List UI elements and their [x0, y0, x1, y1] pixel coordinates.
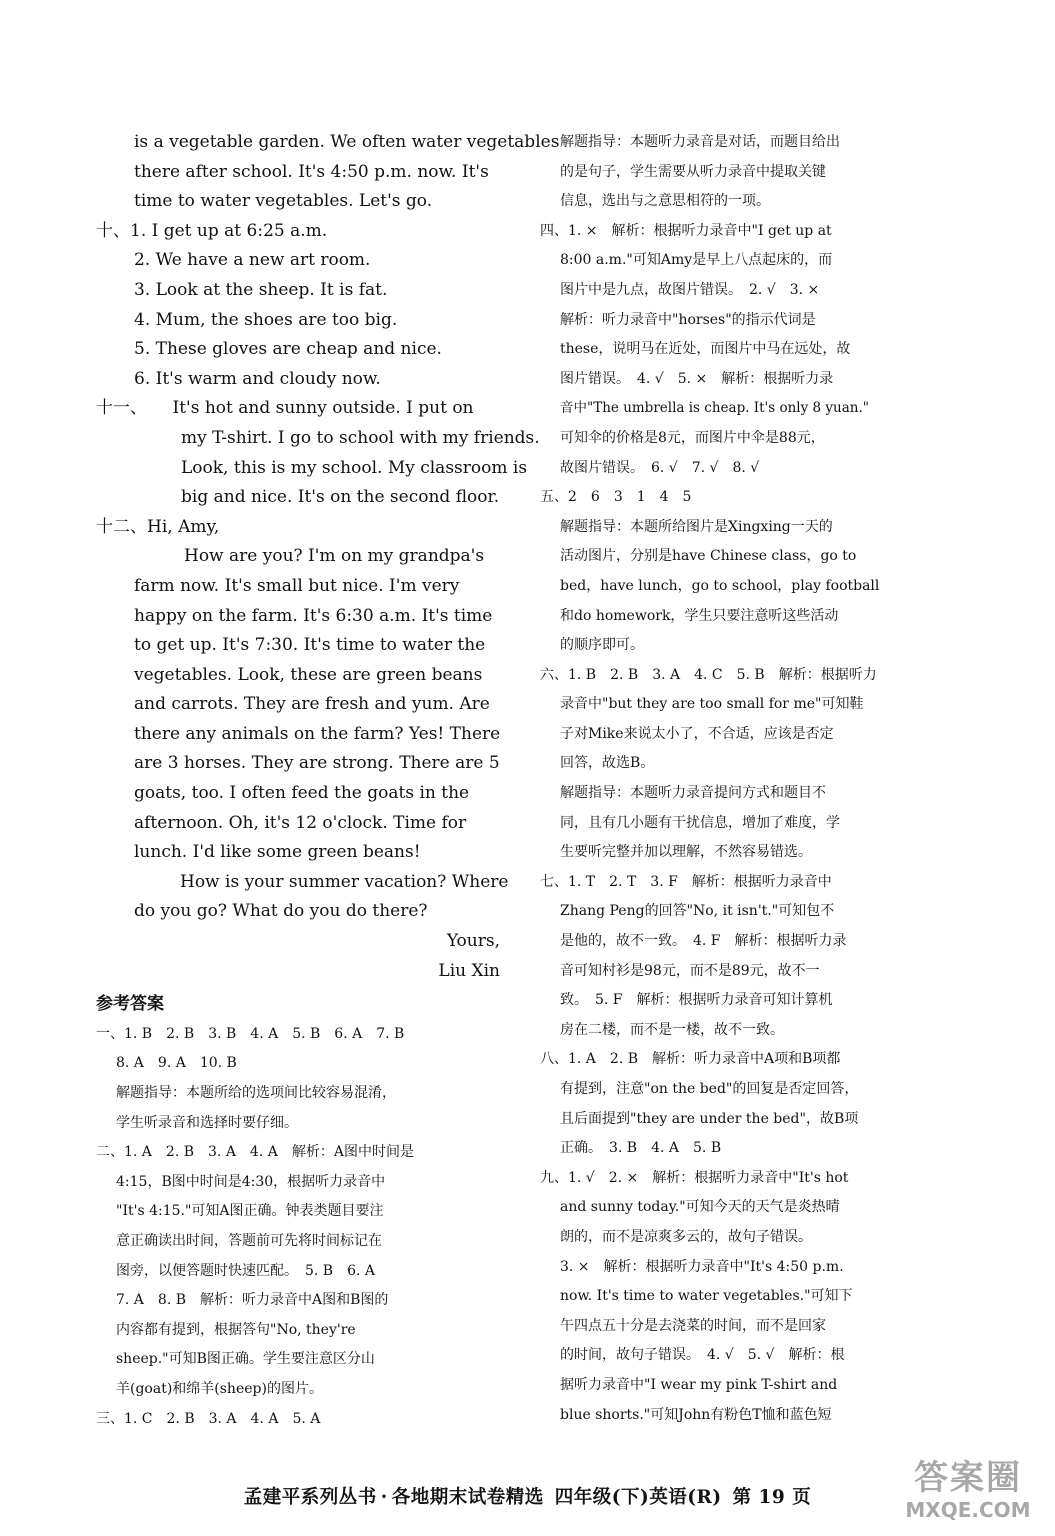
answer-line: 解题指导：本题听力录音是对话，而题目给出 [560, 134, 840, 150]
answer-line: 六、1. B 2. B 3. A 4. C 5. B 解析：根据听力 [540, 666, 877, 683]
answer-line: 房在二楼，而不是一楼，故不一致。 [560, 1021, 784, 1038]
answer-line: 且后面提到"they are under the bed"，故B项 [560, 1110, 859, 1127]
section-10-item: 6. It's warm and cloudy now. [134, 368, 381, 389]
answer-key-heading: 参考答案 [96, 994, 164, 1015]
answer-line: 录音中"but they are too small for me"可知鞋 [560, 696, 864, 713]
letter-closing: Yours, [446, 931, 500, 952]
answer-line: these，说明马在近处，而图片中马在远处，故 [560, 341, 851, 358]
answer-line: 8:00 a.m."可知Amy是早上八点起床的，而 [560, 252, 833, 269]
answer-line: 二、1. A 2. B 3. A 4. A 解析：A图中时间是 [96, 1144, 414, 1161]
answer-line: 4:15，B图中时间是4:30，根据听力录音中 [116, 1173, 386, 1190]
footer-title: 各地期末试卷精选 [391, 1487, 544, 1508]
answer-line: 解题指导：本题所给图片是Xingxing一天的 [560, 518, 833, 535]
footer-grade: 四年级(下)英语(R) [554, 1487, 722, 1508]
answer-line: 音可知村衫是98元，而不是89元，故不一 [560, 962, 820, 979]
answer-line: 图片中是九点，故图片错误。 2. √ 3. × [560, 281, 820, 298]
answer-line: 四、1. × 解析：根据听力录音中"I get up at [540, 222, 832, 239]
answer-line: 回答，故选B。 [560, 755, 655, 772]
right-column [540, 128, 965, 1430]
answer-line: 的是句子，学生需要从听力录音中提取关键 [560, 163, 826, 180]
answer-line: 致。 5. F 解析：根据听力录音可知计算机 [560, 992, 833, 1009]
letter-signature: Liu Xin [438, 960, 500, 981]
answer-line: 同，且有几小题有干扰信息，增加了难度，学 [560, 814, 840, 831]
answer-line: 3. × 解析：根据听力录音中"It's 4:50 p.m. [560, 1258, 844, 1275]
answer-line: sheep."可知B图正确。学生要注意区分山 [116, 1351, 375, 1368]
answer-line: 故图片错误。 6. √ 7. √ 8. √ [560, 459, 760, 476]
section-10-item: 十、1. I get up at 6:25 a.m. [96, 220, 328, 241]
answer-line: 解析：听力录音中"horses"的指示代词是 [560, 311, 816, 328]
answer-line: 8. A 9. A 10. B [116, 1055, 237, 1072]
letter-line: vegetables. Look, these are green beans [134, 664, 483, 685]
letter-line: there any animals on the farm? Yes! There [134, 723, 501, 744]
answer-line: 生要听完整并加以理解，不然容易错选。 [560, 844, 812, 861]
footer-series: 孟建平系列丛书 [243, 1487, 377, 1508]
watermark-en: MXQE.COM [905, 1498, 1031, 1522]
page-number: 第 19 页 [732, 1487, 812, 1508]
section-10-item: 5. These gloves are cheap and nice. [134, 339, 442, 360]
letter-line: do you go? What do you do there? [134, 901, 428, 922]
answer-line: 七、1. T 2. T 3. F 解析：根据听力录音中 [540, 873, 832, 890]
section-11-line: 十一、 It's hot and sunny outside. I put on [96, 398, 474, 419]
left-column [96, 128, 560, 1434]
answer-line: and sunny today."可知今天的天气是炎热晴 [560, 1199, 840, 1216]
watermark-cn: 答案圈 [914, 1458, 1022, 1498]
watermark-logo [888, 1458, 1048, 1532]
answer-line: 的时间，故句子错误。 4. √ 5. √ 解析：根 [560, 1347, 845, 1364]
text-line: there after school. It's 4:50 p.m. now. It's [134, 161, 489, 182]
answer-line: 音中"The umbrella is cheap. It's only 8 yuan." [560, 400, 869, 417]
answer-line: 7. A 8. B 解析：听力录音中A图和B图的 [116, 1292, 389, 1309]
answer-line: 和do homework，学生只要注意听这些活动 [560, 607, 839, 624]
answer-line: 午四点五十分是去浇菜的时间，而不是回家 [560, 1317, 826, 1334]
letter-greeting: 十二、Hi, Amy, [96, 516, 220, 537]
letter-line: lunch. I'd like some green beans! [134, 842, 421, 863]
footer-dot: · [380, 1487, 388, 1508]
answer-line: 朗的，而不是凉爽多云的，故句子错误。 [560, 1228, 812, 1245]
answer-line: 子对Mike来说太小了，不合适，应该是否定 [560, 725, 834, 742]
letter-line: farm now. It's small but nice. I'm very [134, 575, 460, 596]
letter-line: afternoon. Oh, it's 12 o'clock. Time for [134, 812, 467, 833]
section-10-item: 2. We have a new art room. [134, 250, 371, 271]
section-11-line: big and nice. It's on the second floor. [181, 487, 500, 508]
letter-line: happy on the farm. It's 6:30 a.m. It's time [134, 605, 493, 626]
letter-line: are 3 horses. They are strong. There are 5 [134, 753, 500, 774]
answer-line: bed，have lunch，go to school，play football [560, 577, 880, 594]
answer-line: 八、1. A 2. B 解析：听力录音中A项和B项都 [540, 1051, 841, 1068]
answer-line: 可知伞的价格是8元，而图片中伞是88元， [560, 429, 825, 446]
answer-line: 据听力录音中"I wear my pink T-shirt and [560, 1376, 838, 1393]
answer-line: 九、1. √ 2. × 解析：根据听力录音中"It's hot [540, 1169, 849, 1186]
answer-line: 五、2 6 3 1 4 5 [540, 489, 692, 506]
answer-line: 三、1. C 2. B 3. A 4. A 5. A [96, 1410, 321, 1427]
text-line: time to water vegetables. Let's go. [134, 191, 433, 212]
letter-line: goats, too. I often feed the goats in the [134, 783, 470, 804]
answer-line: Zhang Peng的回答"No, it isn't."可知包不 [560, 903, 835, 920]
answer-line: 解题指导：本题所给的选项间比较容易混淆， [116, 1085, 396, 1101]
answer-line: 内容都有提到，根据答句"No, they're [116, 1321, 356, 1338]
section-11-line: Look, this is my school. My classroom is [181, 457, 528, 478]
answer-line: 活动图片，分别是have Chinese class，go to [560, 548, 857, 565]
answer-line: 学生听录音和选择时要仔细。 [116, 1114, 298, 1131]
answer-line: 羊(goat)和绵羊(sheep)的图片。 [116, 1380, 323, 1397]
section-10-item: 3. Look at the sheep. It is fat. [134, 279, 388, 300]
answer-line: now. It's time to water vegetables."可知下 [560, 1288, 853, 1305]
answer-line: 的顺序即可。 [560, 637, 644, 654]
answer-line: 正确。 3. B 4. A 5. B [560, 1140, 722, 1157]
answer-line: 一、1. B 2. B 3. B 4. A 5. B 6. A 7. B [96, 1025, 405, 1042]
answer-line: 有提到，注意"on the bed"的回复是否定回答， [560, 1081, 859, 1097]
answer-line: "It's 4:15."可知A图正确。钟表类题目要注 [116, 1203, 384, 1220]
section-10-item: 4. Mum, the shoes are too big. [134, 309, 398, 330]
answer-line: 图片错误。 4. √ 5. × 解析：根据听力录 [560, 370, 834, 387]
answer-line: 图旁，以便答题时快速匹配。 5. B 6. A [116, 1262, 376, 1279]
answer-line: 是他的，故不一致。 4. F 解析：根据听力录 [560, 933, 847, 950]
letter-line: How are you? I'm on my grandpa's [184, 546, 485, 567]
answer-line: blue shorts."可知John有粉色T恤和蓝色短 [560, 1406, 832, 1423]
answer-line: 解题指导：本题听力录音提问方式和题目不 [560, 785, 826, 802]
answer-line: 意正确读出时间，答题前可先将时间标记在 [116, 1232, 382, 1249]
letter-line: How is your summer vacation? Where [180, 871, 509, 892]
section-11-line: my T-shirt. I go to school with my friends. [181, 427, 540, 448]
letter-line: to get up. It's 7:30. It's time to water the [134, 635, 486, 656]
letter-line: and carrots. They are fresh and yum. Are [134, 694, 490, 715]
answer-line: 信息，选出与之意思相符的一项。 [560, 193, 770, 210]
text-line: is a vegetable garden. We often water vegetables [134, 132, 560, 152]
